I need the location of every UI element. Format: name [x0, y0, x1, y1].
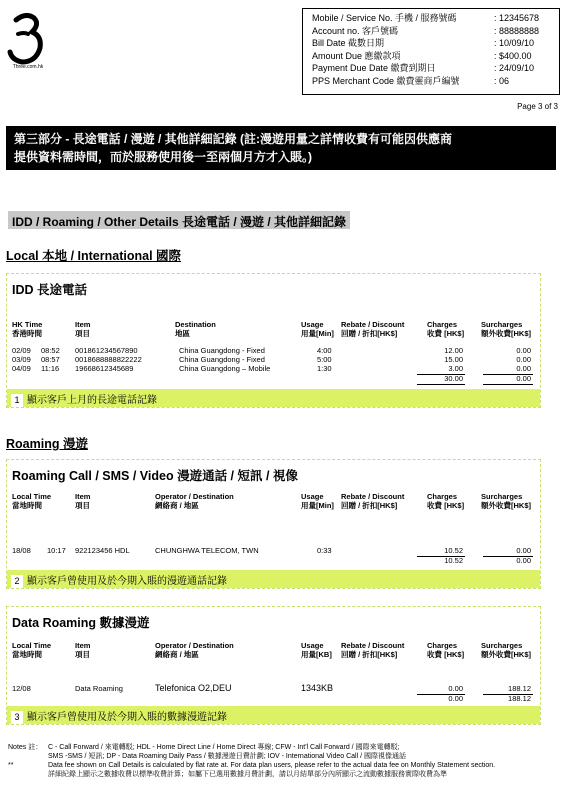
info-label: Payment Due Date 繳費到期日: [312, 63, 436, 73]
note-number: 3: [11, 711, 23, 724]
total-charges: 10.52: [444, 556, 463, 565]
total-rule: [483, 384, 533, 385]
header-usage: Usage 用量[KB]: [301, 641, 332, 659]
info-value: : 88888888: [494, 25, 540, 36]
notes-row: [8, 761, 564, 770]
total-surcharges: 0.00: [516, 374, 531, 383]
page-number: Page 3 of 3: [517, 102, 558, 111]
row-date: 02/09: [12, 346, 31, 355]
total-surcharges: 188.12: [508, 694, 531, 703]
row-date: 03/09: [12, 355, 31, 364]
info-row-service-no: [312, 12, 559, 25]
row-item: 001861234567890: [75, 346, 138, 355]
note-text: 顯示客戶曾使用及於今期入賬的漫遊通話記錄: [27, 576, 227, 587]
row-surcharges: 0.00: [516, 346, 531, 355]
account-info-box: [302, 8, 560, 95]
notes-text: C - Call Forward / 來電轉駁; HDL - Home Direct Line / Home Direct 專線; CFW - Int'l Call Forward / 國際來電轉駁;: [48, 744, 400, 751]
header-operator: Operator / Destination 網絡商 / 地區: [155, 641, 234, 659]
data-roaming-box: [6, 606, 541, 725]
info-row-amount-due: [312, 50, 559, 63]
row-destination: China Guangdong – Mobile: [179, 364, 271, 373]
header-item: Item 項目: [75, 641, 91, 659]
total-charges: 0.00: [448, 694, 463, 703]
section-banner: [6, 126, 556, 170]
logo-url: Three.com.hk: [12, 64, 44, 70]
roaming-call-title: Roaming Call / SMS / Video 漫遊通話 / 短訊 / 視像: [12, 469, 298, 483]
row-time: 11:16: [41, 364, 60, 373]
notes-row: [8, 770, 564, 779]
row-time: 08:57: [41, 355, 60, 364]
note-number: 2: [11, 575, 23, 588]
row-date: 12/08: [12, 684, 31, 693]
info-row-pps-code: [312, 75, 559, 88]
header-destination: Destination 地區: [175, 320, 216, 338]
row-time: 08:52: [41, 346, 60, 355]
roaming-call-box: [6, 459, 541, 589]
row-usage: 1:30: [317, 364, 332, 373]
info-value: : 24/09/10: [494, 63, 535, 73]
row-destination: China Guangdong - Fixed: [179, 355, 265, 364]
header-item: Item 項目: [75, 492, 91, 510]
three-logo: [6, 8, 46, 72]
header-item: Item 項目: [75, 320, 91, 338]
info-label: Bill Date 截數日期: [312, 38, 385, 48]
row-usage: 0:33: [317, 546, 332, 555]
info-value: : $400.00: [494, 50, 532, 61]
row-charges: 10.52: [444, 546, 463, 555]
notes-text: Data fee shown on Call Details is calculated by flat rate at. For data plan users, please refer to the actual data fee on Monthly Statement section.: [48, 762, 496, 769]
total-surcharges: 0.00: [516, 556, 531, 565]
section-heading: IDD / Roaming / Other Details 長途電話 / 漫遊 / 其他詳細記錄: [8, 211, 350, 229]
header-time: Local Time 當地時間: [12, 492, 52, 510]
row-usage: 1343KB: [301, 683, 334, 693]
row-item: 922123456 HDL: [75, 546, 130, 555]
notes-key: **: [8, 762, 14, 769]
row-surcharges: 0.00: [516, 546, 531, 555]
header-time: HK Time 香港時間: [12, 320, 43, 338]
info-row-bill-date: [312, 37, 559, 50]
row-charges: 3.00: [448, 364, 463, 373]
header-rebate: Rebate / Discount 回贈 / 折扣[HK$]: [341, 492, 405, 510]
total-rule: [417, 384, 465, 385]
roaming-heading: Roaming 漫遊: [6, 437, 88, 451]
row-date: 04/09: [12, 364, 31, 373]
notes-key: Notes 註：: [8, 744, 43, 751]
row-surcharges: 0.00: [516, 364, 531, 373]
header-usage: Usage 用量[Min]: [301, 320, 334, 338]
data-roaming-title: Data Roaming 數據漫遊: [12, 616, 150, 630]
row-charges: 0.00: [448, 684, 463, 693]
row-item: Data Roaming: [75, 684, 123, 693]
notes-text: SMS -SMS / 短訊; DP - Data Roaming Daily Pass / 數據漫遊日費計劃; IOV - International Video Call / 國際視像通話: [48, 753, 407, 760]
header-surcharges: Surcharges 額外收費[HK$]: [481, 641, 531, 659]
note-text: 顯示客戶曾使用及於今期入賬的數據漫遊記錄: [27, 712, 227, 723]
notes-row: [8, 743, 564, 752]
header-operator: Operator / Destination 網絡商 / 地區: [155, 492, 234, 510]
header-charges: Charges 收費 [HK$]: [427, 641, 465, 659]
note-number: 1: [11, 394, 23, 407]
note-text: 顯示客戶上月的長途電話記錄: [27, 395, 157, 406]
info-value: : 12345678: [494, 13, 540, 23]
notes-row: [8, 752, 564, 761]
info-value: : 10/09/10: [494, 38, 535, 48]
local-heading: Local 本地 / International 國際: [6, 249, 182, 263]
info-label: Amount Due 應繳款項: [312, 50, 401, 61]
header-time: Local Time 當地時間: [12, 641, 52, 659]
row-usage: 5:00: [317, 355, 332, 364]
row-item: 19668612345689: [75, 364, 134, 373]
info-row-account-no: [312, 25, 559, 38]
row-item: 0018688888822222: [75, 355, 142, 364]
notes-text: 詳細紀錄上顯示之數據收費以標準收費計算；如屬下已選用數據月費計劃，請以月結單部分內所顯示之流動數據服務實際收費為準: [48, 771, 447, 778]
info-label: Mobile / Service No. 手機 / 服務號碼: [312, 13, 457, 23]
header-usage: Usage 用量[Min]: [301, 492, 334, 510]
header-charges: Charges 收費 [HK$]: [427, 320, 465, 338]
row-usage: 4:00: [317, 346, 332, 355]
info-value: : 06: [494, 75, 510, 86]
idd-title: IDD 長途電話: [12, 283, 88, 297]
row-surcharges: 0.00: [516, 355, 531, 364]
row-charges: 12.00: [444, 346, 463, 355]
info-label: PPS Merchant Code 繳費靈商戶編號: [312, 75, 460, 86]
header-rebate: Rebate / Discount 回贈 / 折扣[HK$]: [341, 320, 405, 338]
idd-note-bar: [7, 389, 540, 407]
header-surcharges: Surcharges 額外收費[HK$]: [481, 492, 531, 510]
data-roaming-note-bar: [7, 706, 540, 724]
roaming-call-note-bar: [7, 570, 540, 588]
total-charges: 30.00: [444, 374, 463, 383]
banner-line-2: 提供資料需時間，而於服務使用後一至兩個月方才入賬。): [14, 150, 312, 164]
header-charges: Charges 收費 [HK$]: [427, 492, 465, 510]
row-operator: Telefonica O2,DEU: [155, 683, 232, 693]
idd-box: [6, 273, 541, 408]
row-destination: China Guangdong - Fixed: [179, 346, 265, 355]
row-date: 18/08: [12, 546, 31, 555]
row-surcharges: 188.12: [508, 684, 531, 693]
banner-line-1: 第三部分 - 長途電話 / 漫遊 / 其他詳細記錄 (註:漫遊用量之詳情收費有可能因供應商: [14, 132, 452, 146]
row-charges: 15.00: [444, 355, 463, 364]
info-row-payment-due-date: [312, 62, 559, 75]
footnotes: [8, 743, 564, 779]
header-rebate: Rebate / Discount 回贈 / 折扣[HK$]: [341, 641, 405, 659]
row-operator: CHUNGHWA TELECOM, TWN: [155, 546, 259, 555]
row-time: 10:17: [47, 546, 66, 555]
info-label: Account no. 客戶號碼: [312, 25, 399, 36]
header-surcharges: Surcharges 額外收費[HK$]: [481, 320, 531, 338]
